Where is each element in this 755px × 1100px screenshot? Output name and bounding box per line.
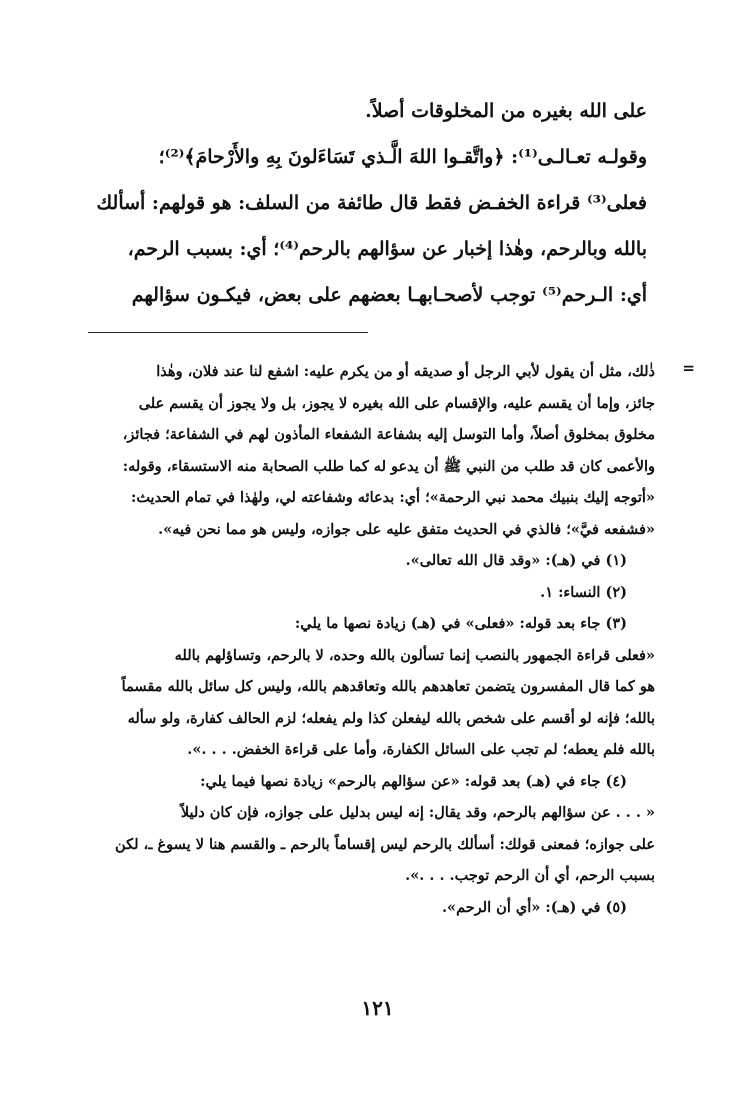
footnote-line: مخلوق بمخلوق أصلاً، وأما التوسل إليه بشفاعة الشفعاء المأذون لهم في الشفاعة؛ فجائز،: [122, 426, 655, 443]
footnotes: [78, 356, 655, 923]
continuation-mark: =: [682, 359, 695, 377]
footnote-line: «أتوجه إليك بنبيك محمد نبي الرحمة»؛ أي: بدعائه وشفاعته لي، ولهٰذا في تمام الحديث:: [130, 489, 655, 506]
footnote-line: « . . . عن سؤالهم بالرحم، وقد يقال: إنه ليس بدليل على جوازه، فإن كان دليلاً: [180, 804, 655, 821]
footnote-3: (٣) جاء بعد قوله: «فعلى» في (هـ) زيادة نصها ما يلي:: [294, 615, 627, 632]
footnote-line: بالله؛ فإنه لو أقسم على شخص بالله ليفعلن كذا ولم يفعله؛ لزم الحالف كفارة، ولو سأله: [127, 709, 655, 727]
footnote-5: (٥) في (هـ): «أي أن الرحم».: [441, 898, 627, 916]
footnote-line: والأعمى كان قد طلب من النبي ﷺ أن يدعو له كما طلب الصحابة منه الاستسقاء، وقوله:: [122, 457, 655, 475]
main-text: [88, 88, 647, 318]
main-line: أي: الـرحم⁽⁵⁾ توجب لأصحـابهـا بعضهم على بعض، فيكـون سؤالهم: [131, 284, 647, 306]
footnote-4: (٤) جاء في (هـ) بعد قوله: «عن سؤالهم بالرحم» زيادة نصها فيما يلي:: [200, 772, 627, 790]
footnote-line: جائز، وإما أن يقسم عليه، والإقسام على الله بغيره لا يجوز، بل ولا يجوز أن يقسم على: [138, 394, 655, 412]
footnote-line: على جوازه؛ فمعنى قولك: أسألك بالرحم ليس إقساماً بالرحم ـ والقسم هنا لا يسوغ ـ، لكن: [115, 835, 655, 853]
footnote-line: «فعلى قراءة الجمهور بالنصب إنما تسألون بالله وحده، لا بالرحم، وتساؤلهم بالله: [174, 646, 655, 664]
footnote-line: بالله فلم يعطه؛ لم تجب على السائل الكفارة، وأما على قراءة الخفض. . . .».: [187, 741, 655, 758]
footnote-line: ذٰلك، مثل أن يقول لأبي الرجل أو صديقه أو من يكرم عليه: اشفع لنا عند فلان، وهٰذا: [156, 363, 655, 380]
footnote-2: (٢) النساء: ١.: [540, 583, 627, 601]
footnote-line: هو كما قال المفسرون يتضمن تعاهدهم بالله وتعاقدهم بالله، وليس كل سائل بالله مقسماً: [121, 678, 655, 695]
footnote-line: «فشفعه فيَّ»؛ فالذي في الحديث متفق عليه على جوازه، وليس هو مما نحن فيه».: [158, 520, 655, 538]
footnote-line: بسبب الرحم، أي أن الرحم توجب. . . .».: [405, 867, 655, 884]
page-number: ١٢١: [361, 996, 394, 1020]
main-line: بالله وبالرحم، وهٰذا إخبار عن سؤالهم بالرحم⁽⁴⁾؛ أي: بسبب الرحم،: [127, 238, 647, 260]
main-line: وقولـه تعـالـى⁽¹⁾: ﴿واتَّقـوا اللهَ الَّـذي تَسَاءَلونَ بِهِ والأَرْحامَ﴾⁽²⁾؛: [158, 146, 647, 168]
footnote-1: (١) في (هـ): «وقد قال الله تعالى».: [405, 552, 627, 569]
main-line: على الله بغيره من المخلوقات أصلاً.: [365, 100, 647, 122]
footnote-divider: [88, 332, 368, 333]
main-line: فعلى⁽³⁾ قراءة الخفـض فقط قال طائفة من السلف: هو قولهم: أسألك: [96, 192, 647, 214]
